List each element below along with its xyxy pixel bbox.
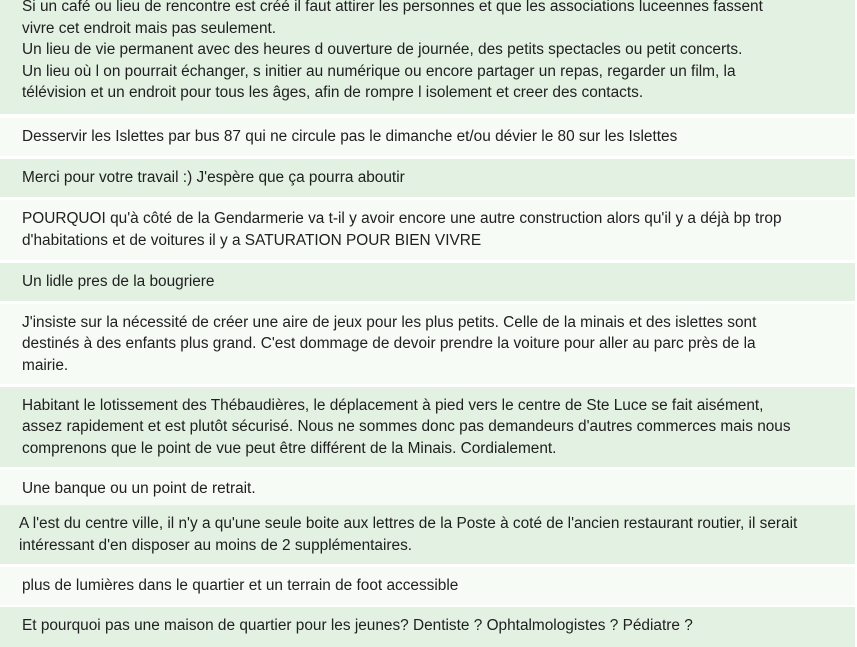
comment-item xyxy=(0,159,855,197)
comment-item xyxy=(0,200,855,260)
comment-text: Habitant le lotissement des Thébaudières, le déplacement à pied vers le centre de Ste Luce se fait aisément, assez rapidement et est plutôt sécurisé. Nous ne sommes donc pas demandeurs d'autres commerces mais nous comprenons que le point de vue peut être différent de la Minais. Cordialement. xyxy=(22,396,791,457)
comment-text: Une banque ou un point de retrait. xyxy=(22,480,256,498)
comment-item xyxy=(0,470,855,508)
comment-text: POURQUOI qu'à côté de la Gendarmerie va t-il y avoir encore une autre construction alors qu'il y a déjà bp trop d'habitations et de voitures il y a SATURATION POUR BIEN VIVRE xyxy=(22,210,782,249)
comment-text: plus de lumières dans le quartier et un terrain de foot accessible xyxy=(22,577,459,595)
comment-text: J'insiste sur la nécessité de créer une aire de jeux pour les plus petits. Celle de la minais et des islettes sont destinés à des enfants plus grand. C'est dommage de devoir prendre la voiture pour aller au parc près de la mairie. xyxy=(22,313,757,374)
comment-text: A l'est du centre ville, il n'y a qu'une seule boite aux lettres de la Poste à coté de l'ancien restaurant routier, il serait intéressant d'en disposer au moins de 2 supplémentaires. xyxy=(19,514,798,554)
comment-item xyxy=(0,0,855,114)
comment-item xyxy=(0,607,855,647)
comment-text: Desservir les Islettes par bus 87 qui ne circule pas le dimanche et/ou dévier le 80 sur les Islettes xyxy=(22,128,678,146)
comment-item xyxy=(0,304,855,384)
comment-item xyxy=(0,567,855,605)
comment-item xyxy=(0,118,855,156)
comment-item xyxy=(0,387,855,467)
comment-text: Et pourquoi pas une maison de quartier pour les jeunes? Dentiste ? Ophtalmologistes ? Pédiatre ? xyxy=(22,617,693,634)
comment-item xyxy=(0,505,855,564)
comment-text: Merci pour votre travail :) J'espère que ça pourra aboutir xyxy=(22,169,405,187)
comment-text: Si un café ou lieu de rencontre est créé il faut attirer les personnes et que les associations luceennes fassent vivre cet endroit mais pas seulement. Un lieu de vie permanent avec des heures d ouverture de journée, des petits spectacles ou petit concerts. Un lieu où l on pourrait échanger, s initier au numérique ou encore partager un repas, regarder un film, la télévision et un endroit pour tous les âges, afin de rompre l isolement et creer des contacts. xyxy=(22,0,763,102)
comment-text: Un lidle pres de la bougriere xyxy=(22,273,215,291)
comment-item xyxy=(0,263,855,301)
